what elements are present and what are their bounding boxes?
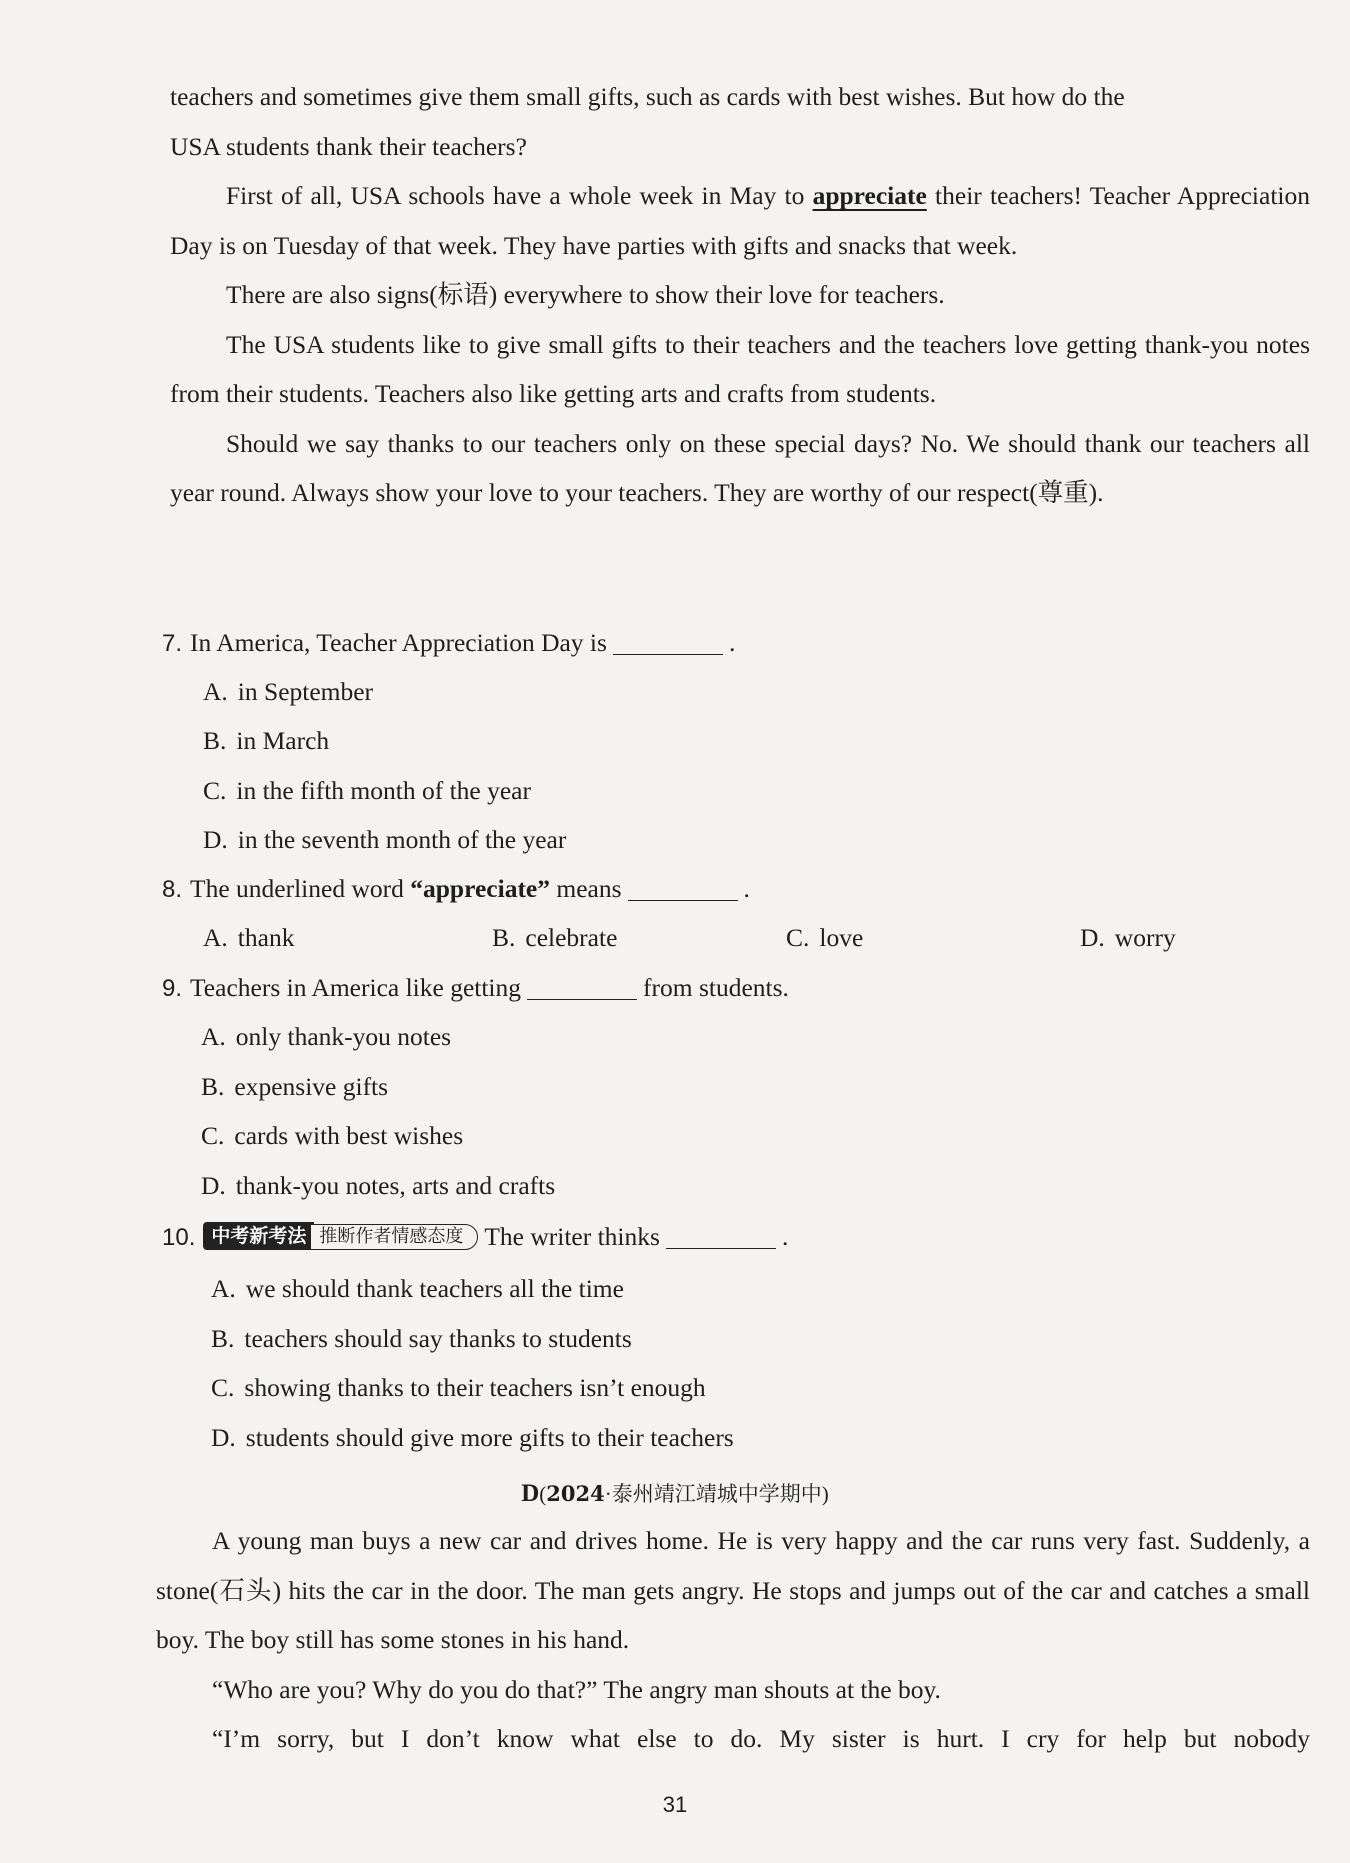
passage-line: teachers and sometimes give them small gifts, such as cards with best wishes. But how do the	[170, 82, 1125, 111]
passage-paragraph: Should we say thanks to our teachers only on these special days? No. We should thank our teachers all year round. Always show your love to your teachers. They are worthy of our respect(尊重).	[170, 428, 1310, 507]
option-8b: B. celebrate	[492, 923, 618, 952]
passage-paragraph: There are also signs(标语) everywhere to show their love for teachers.	[226, 280, 945, 309]
question-9: 9. Teachers in America like getting from students.	[162, 963, 789, 1014]
option-9a: A. only thank-you notes	[201, 1022, 452, 1051]
option-9d: D. thank-you notes, arts and crafts	[201, 1171, 556, 1200]
answer-blank	[527, 969, 637, 1000]
option-7b: B. in March	[203, 726, 330, 755]
skill-tag: 推断作者情感态度	[310, 1224, 478, 1250]
passage-d	[156, 1516, 1310, 1764]
answer-blank	[666, 1218, 776, 1249]
option-9c: C. cards with best wishes	[201, 1121, 464, 1150]
option-9b: B. expensive gifts	[201, 1072, 389, 1101]
passage-paragraph: First of all, USA schools have a whole week in May to appreciate their teachers! Teacher Appreciation Day is on Tuesday of that week. They have parties with gifts and snacks that week.	[170, 181, 1310, 260]
option-8a: A. thank	[203, 923, 295, 952]
page-number: 31	[662, 1792, 688, 1817]
option-7c: C. in the fifth month of the year	[203, 776, 531, 805]
section-d-heading: D(2024·泰州靖江靖城中学期中)	[521, 1480, 829, 1507]
question-8: 8. The underlined word “appreciate” means .	[162, 864, 750, 915]
option-7a: A. in September	[203, 677, 374, 706]
underlined-word: appreciate	[812, 181, 927, 210]
answer-blank	[628, 870, 738, 901]
question-7: 7. In America, Teacher Appreciation Day is .	[162, 618, 735, 669]
quoted-keyword: “appreciate”	[410, 874, 551, 903]
passage-c	[170, 72, 1310, 518]
option-10b: B. teachers should say thanks to students	[211, 1324, 632, 1353]
passage-paragraph: The USA students like to give small gifts to their teachers and the teachers love getting thank-you notes from their students. Teachers also like getting arts and crafts from students.	[170, 329, 1310, 408]
passage-paragraph: “Who are you? Why do you do that?” The angry man shouts at the boy.	[212, 1674, 941, 1704]
option-10d: D. students should give more gifts to their teachers	[211, 1423, 734, 1452]
option-8d: D. worry	[1080, 923, 1176, 952]
passage-line: USA students thank their teachers?	[170, 131, 527, 161]
option-10a: A. we should thank teachers all the time	[211, 1274, 624, 1303]
question-10: 10. 中考新考法 推断作者情感态度 The writer thinks .	[162, 1212, 788, 1263]
option-7d: D. in the seventh month of the year	[203, 825, 567, 854]
answer-blank	[613, 624, 723, 655]
option-10c: C. showing thanks to their teachers isn’t enough	[211, 1373, 706, 1402]
option-8c: C. love	[786, 923, 864, 952]
passage-paragraph: A young man buys a new car and drives home. He is very happy and the car runs very fast. Suddenly, a stone(石头) hits the car in the door. The man gets angry. He stops and jumps out of the car and catches a small boy. The boy still has some stones in his hand.	[156, 1526, 1310, 1654]
passage-paragraph: “I’m sorry, but I don’t know what else to do. My sister is hurt. I cry for help but nobody	[212, 1724, 1310, 1753]
new-exam-tag: 中考新考法	[203, 1222, 314, 1250]
